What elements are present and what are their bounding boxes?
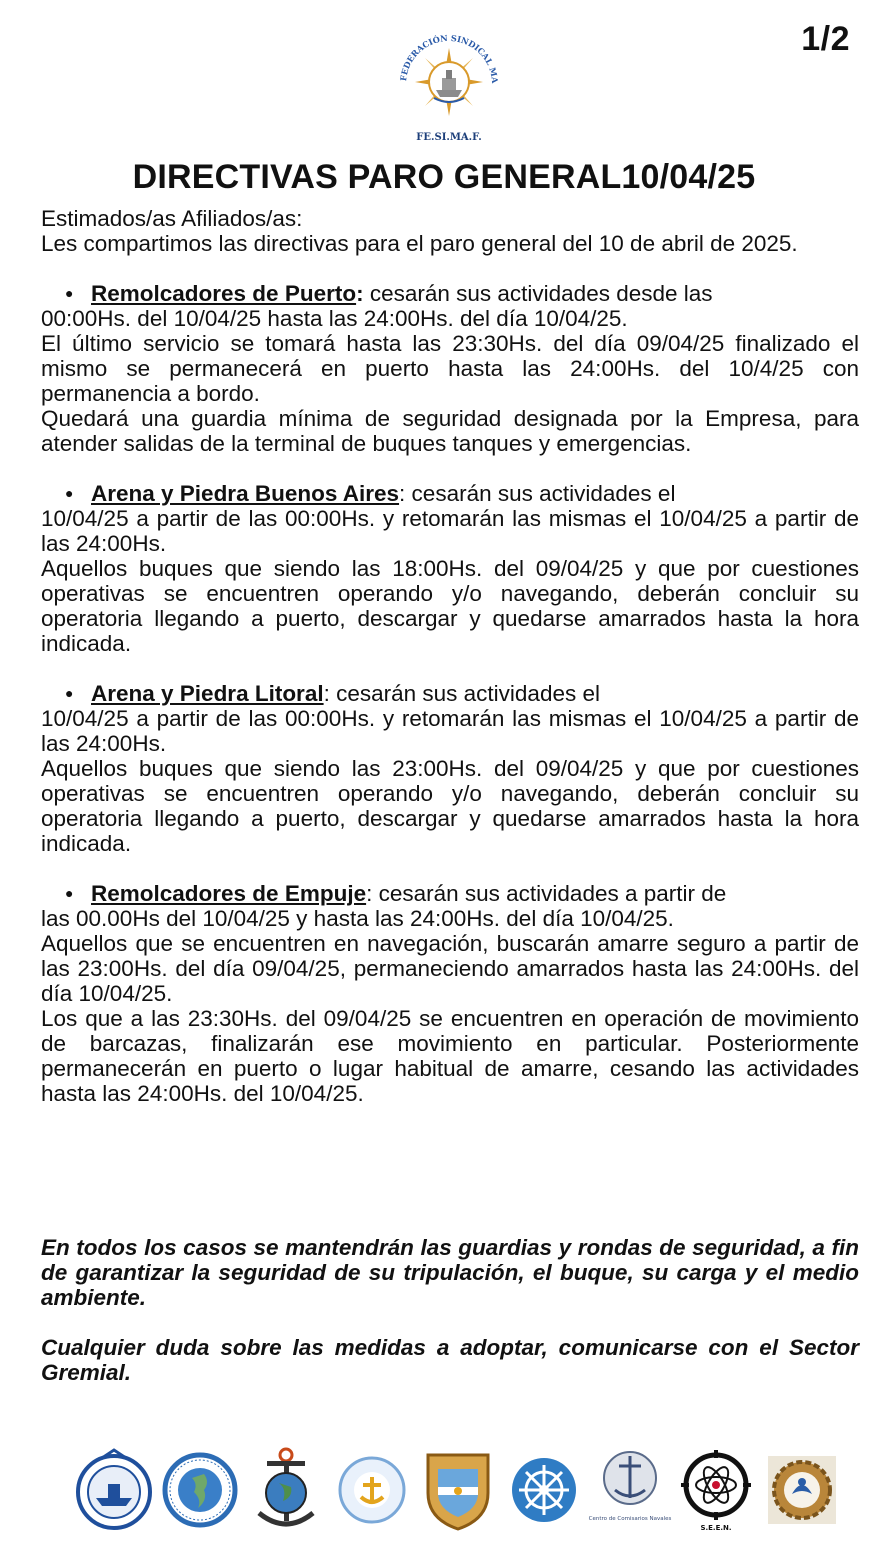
section-heading: ● Remolcadores de Puerto: cesarán sus actividades desde las [65, 281, 713, 306]
fesimaf-logo [384, 16, 514, 146]
section-heading [41, 881, 859, 906]
section-paragraph: Aquellos que se encuentren en navegación, buscarán amarre seguro a partir de las 23:00Hs. del día 09/04/25, permaneciendo amarrados hasta las 24:00Hs. del día 10/04/25. [41, 931, 859, 1006]
section-paragraph: las 00.00Hs del 10/04/25 y hasta las 24:00Hs. del día 10/04/25. [41, 906, 674, 931]
section-lead: : cesarán sus actividades el [323, 681, 600, 706]
bullet-icon: ● [65, 485, 74, 501]
logo-ring-text: FEDERACIÓN SINDICAL MA [398, 32, 501, 84]
section-remolcadores-empuje [41, 881, 859, 1106]
svg-text:S.E.E.N.: S.E.E.N. [700, 1524, 732, 1532]
section-paragraph: 00:00Hs. del 10/04/25 hasta las 24:00Hs. del día 10/04/25. [41, 306, 628, 331]
section-lead: : cesarán sus actividades a partir de [366, 881, 727, 906]
compass-ship-logo-icon [384, 16, 514, 146]
page-title: DIRECTIVAS PARO GENERAL10/04/25 [132, 158, 756, 196]
section-paragraph: Aquellos buques que siendo las 23:00Hs. del 09/04/25 y que por cuestiones operativas se encuentren operando y/o navegando, deberán concluir su operatoria llegando a puerto, descargar y quedarse amarrados hasta la hora indicada. [41, 756, 859, 856]
section-title: Arena y Piedra Litoral [91, 681, 324, 706]
section-paragraph: Los que a las 23:30Hs. del 09/04/25 se encuentren en operación de movimiento de barcazas, finalizarán ese movimiento en particular. Posteriormente permanecerán en puerto o lugar habitual de amarre, cesando las actividades hasta las 24:00Hs. del 10/04/25. [41, 1006, 859, 1106]
closing-note-contact: Cualquier duda sobre las medidas a adoptar, comunicarse con el Sector Gremial. [41, 1334, 859, 1385]
page-number: 1/2 [801, 20, 850, 58]
union-seal-logo-icon [78, 1445, 150, 1535]
seen-atom-logo-icon [680, 1445, 752, 1535]
section-title: Arena y Piedra Buenos Aires [91, 481, 400, 506]
section-title: Remolcadores de Puerto [91, 281, 357, 306]
section-heading [41, 681, 859, 706]
anchor-globe-logo-icon [250, 1445, 322, 1535]
closing-note-safety: En todos los casos se mantendrán las guardias y rondas de seguridad, a fin de garantizar la seguridad de su tripulación, el buque, su carga y el medio ambiente. [41, 1234, 859, 1310]
section-heading [41, 481, 859, 506]
gear-figure-logo-icon [766, 1445, 838, 1535]
section-remolcadores-puerto [41, 281, 859, 456]
greeting: Estimados/as Afiliados/as: [41, 206, 303, 231]
document-body [41, 206, 859, 1106]
section-paragraph: 10/04/25 a partir de las 00:00Hs. y retomarán las mismas el 10/04/25 a partir de las 24:00Hs. [41, 506, 859, 556]
centro-capitanes-ultramar-logo-icon [164, 1445, 236, 1535]
bullet-icon: ● [65, 285, 74, 301]
centro-jefes-oficiales-logo-icon [336, 1445, 408, 1535]
centro-comisarios-navales-logo-icon [588, 1445, 672, 1535]
bullet-icon: ● [65, 685, 74, 701]
footer-logos [78, 1440, 838, 1540]
svg-text:Centro de Comisarios Navales: Centro de Comisarios Navales [588, 1516, 672, 1522]
section-lead: : cesarán sus actividades el [399, 481, 676, 506]
section-title: Remolcadores de Empuje [91, 881, 367, 906]
section-arena-piedra-litoral [41, 681, 859, 856]
logo-acronym: FE.SI.MA.F. [416, 132, 482, 143]
intro-text: Les compartimos las directivas para el paro general del 10 de abril de 2025. [41, 231, 798, 256]
section-lead: cesarán sus actividades desde las [363, 281, 713, 306]
shield-anchor-logo-icon [422, 1445, 494, 1535]
section-arena-piedra-buenos-aires [41, 481, 859, 656]
helm-wheel-logo-icon [508, 1445, 580, 1535]
section-paragraph: Aquellos buques que siendo las 18:00Hs. del 09/04/25 y que por cuestiones operativas se encuentren operando y/o navegando, deberán concluir su operatoria llegando a puerto, descargar y quedarse amarrados hasta la hora indicada. [41, 556, 859, 656]
bullet-icon: ● [65, 885, 74, 901]
section-paragraph: El último servicio se tomará hasta las 23:30Hs. del día 09/04/25 finalizado el mismo se permanecerá en puerto hasta las 24:00Hs. del 10/4/25 con permanencia a bordo. [41, 331, 859, 406]
section-paragraph: 10/04/25 a partir de las 00:00Hs. y retomarán las mismas el 10/04/25 a partir de las 24:00Hs. [41, 706, 859, 756]
section-paragraph: Quedará una guardia mínima de seguridad designada por la Empresa, para atender salidas de la terminal de buques tanques y emergencias. [41, 406, 859, 456]
